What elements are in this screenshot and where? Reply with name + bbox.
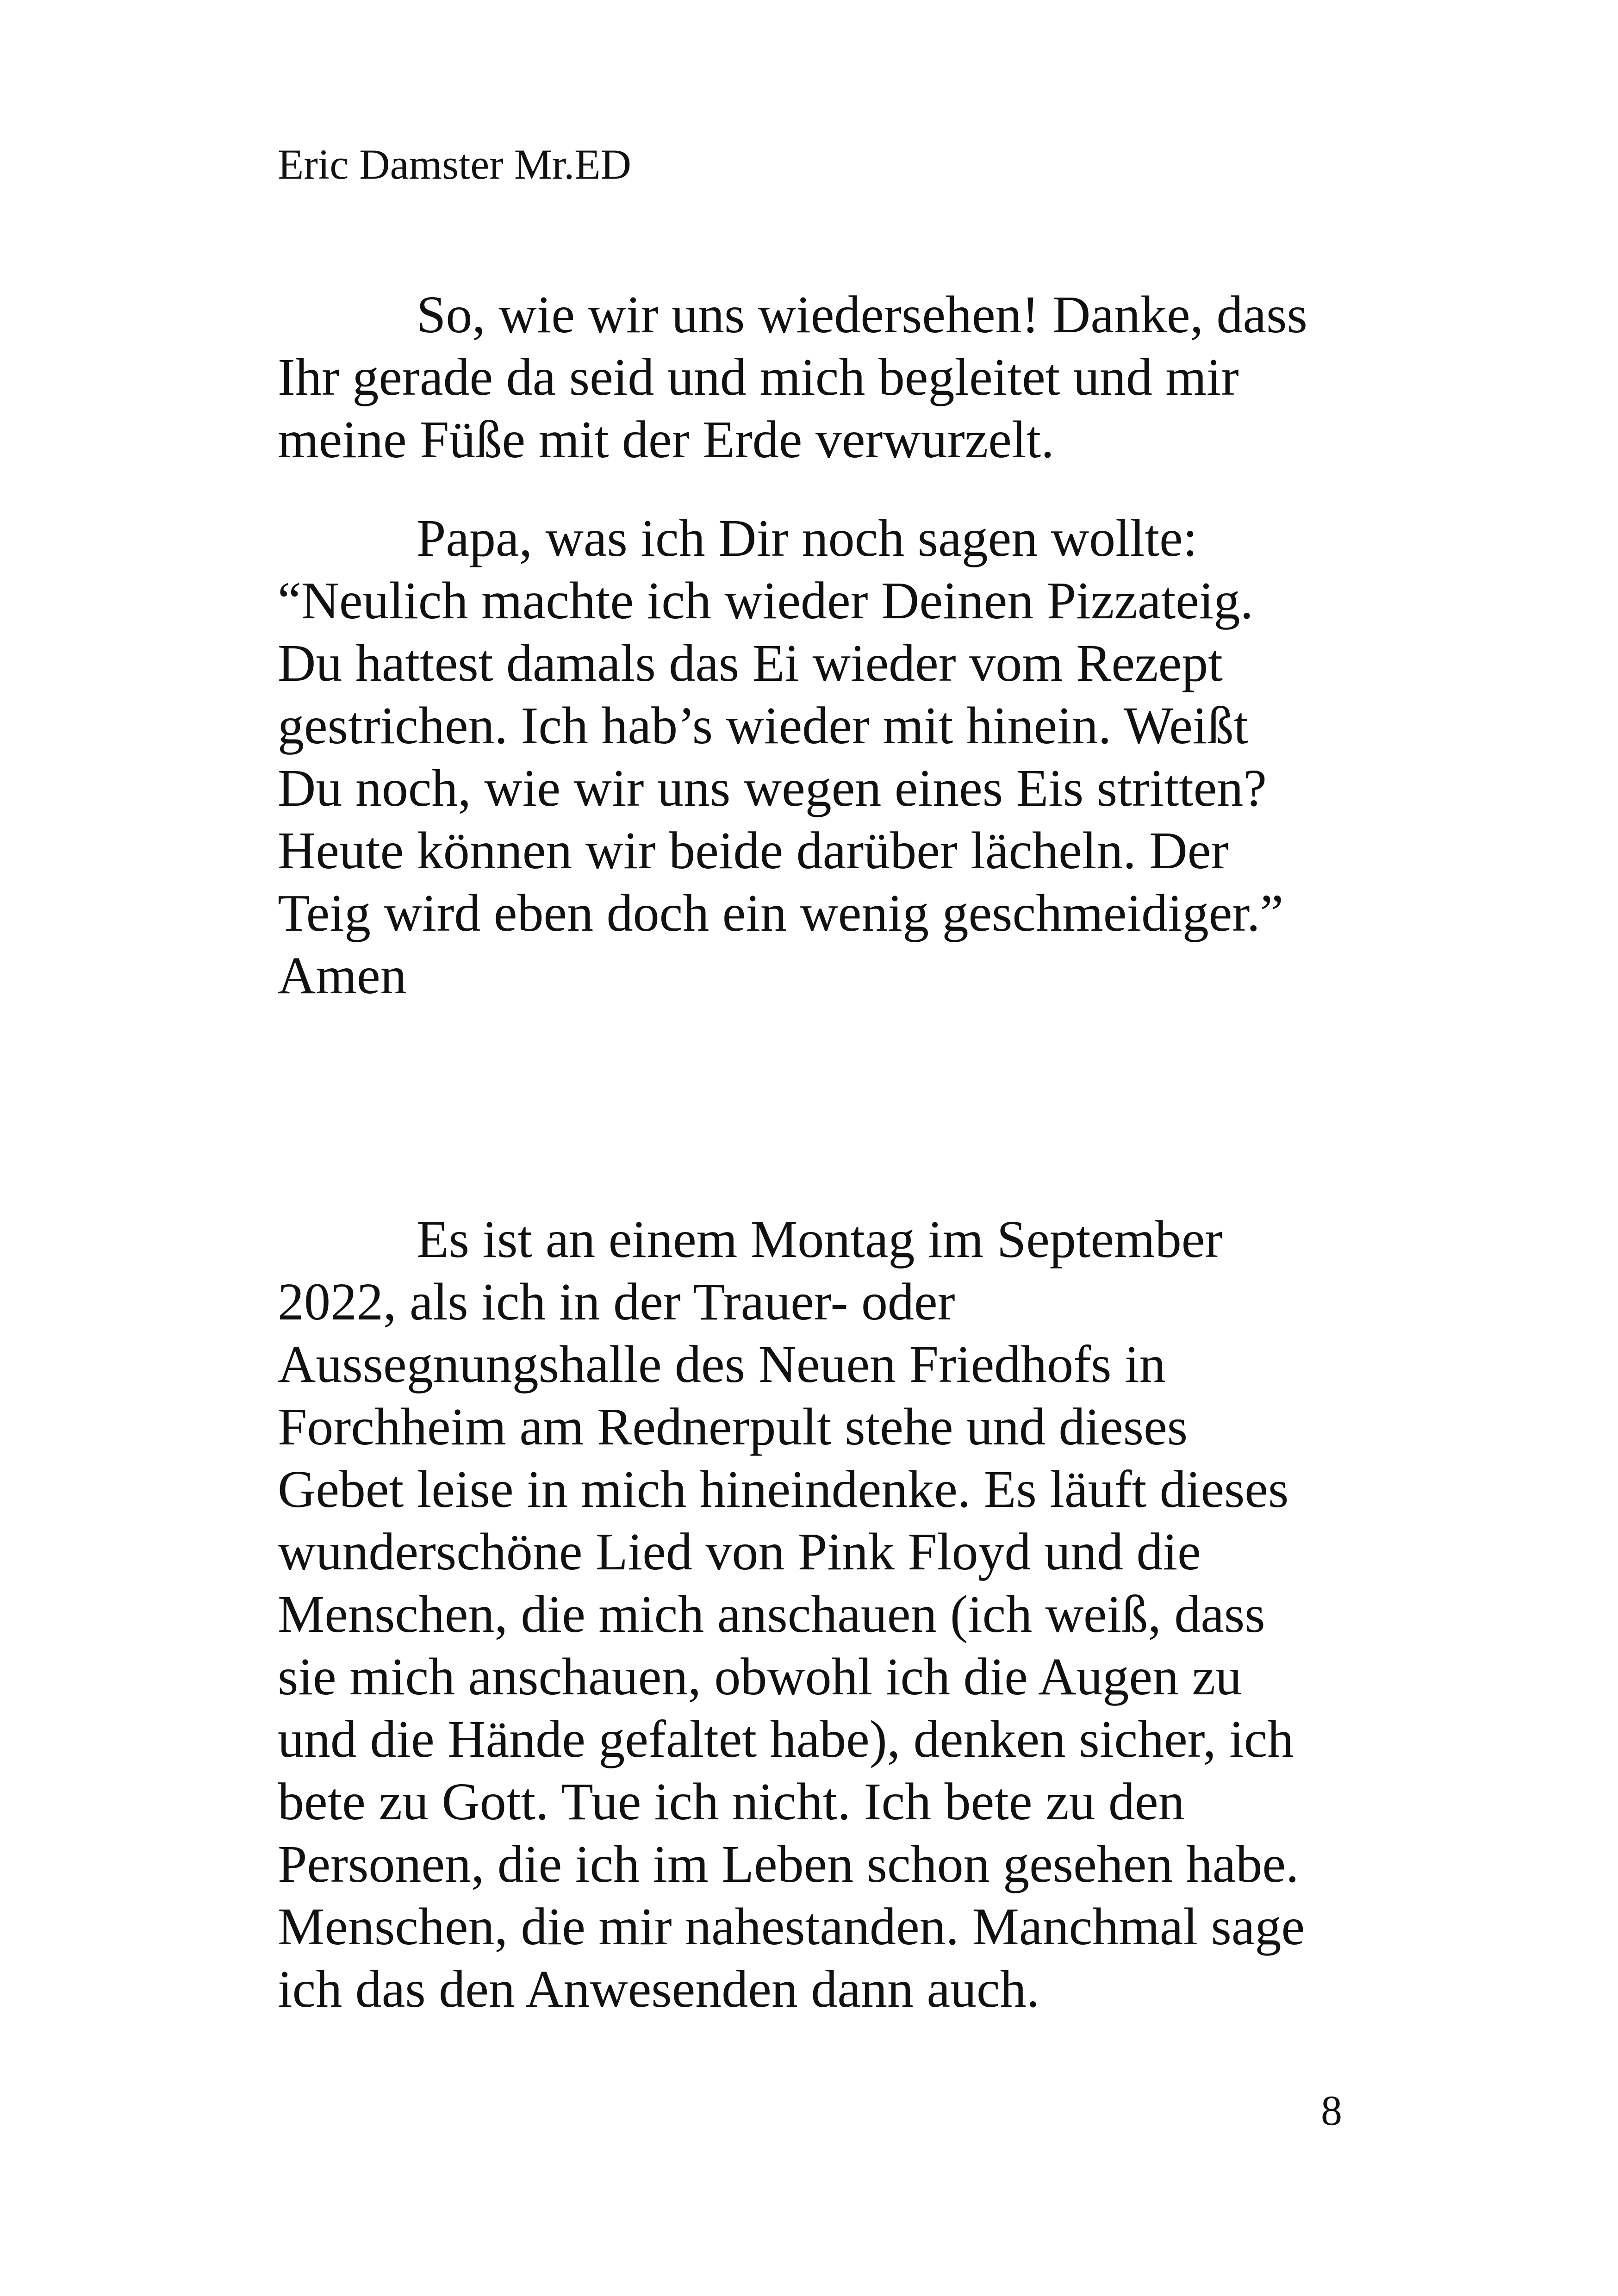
text-line: Papa, was ich Dir noch sagen wollte: [417, 509, 1198, 567]
text-line: bete zu Gott. Tue ich nicht. Ich bete zu den [278, 1772, 1185, 1831]
running-header-author: Eric Damster Mr.ED [278, 141, 631, 188]
text-line: Du noch, wie wir uns wegen eines Eis stritten? [278, 759, 1267, 817]
text-line: sie mich anschauen, obwohl ich die Augen zu [278, 1647, 1242, 1706]
text-line: So, wie wir uns wiedersehen! Danke, dass [417, 285, 1307, 344]
paragraph-montag [278, 1208, 1342, 2020]
page-number: 8 [1321, 2087, 1342, 2134]
text-line: Du hattest damals das Ei wieder vom Rezept [278, 634, 1223, 692]
paragraph-papa [278, 507, 1342, 1007]
text-line: Gebet leise in mich hineindenke. Es läuft dieses [278, 1460, 1289, 1518]
text-line: Heute können wir beide darüber lächeln. Der [278, 821, 1229, 880]
text-line: ich das den Anwesenden dann auch. [278, 1960, 1040, 2018]
text-line: und die Hände gefaltet habe), denken sicher, ich [278, 1710, 1294, 1768]
text-line: Ihr gerade da seid und mich begleitet und mir [278, 348, 1239, 406]
text-line: gestrichen. Ich hab’s wieder mit hinein. Weißt [278, 696, 1249, 755]
text-line: Menschen, die mich anschauen (ich weiß, dass [278, 1585, 1265, 1643]
text-line: Aussegnungshalle des Neuen Friedhofs in [278, 1335, 1166, 1394]
text-line: Teig wird eben doch ein wenig geschmeidiger.” [278, 884, 1284, 942]
text-line: Personen, die ich im Leben schon gesehen habe. [278, 1835, 1299, 1893]
text-line: 2022, als ich in der Trauer- oder [278, 1272, 955, 1331]
paragraph-greeting [278, 283, 1342, 471]
text-line: “Neulich machte ich wieder Deinen Pizzateig. [278, 571, 1254, 630]
text-line: meine Füße mit der Erde verwurzelt. [278, 410, 1054, 469]
text-line: Forchheim am Rednerpult stehe und dieses [278, 1397, 1188, 1456]
text-line: Es ist an einem Montag im September [417, 1210, 1223, 1269]
text-line: Amen [278, 946, 407, 1005]
text-line: Menschen, die mir nahestanden. Manchmal sage [278, 1897, 1305, 1956]
text-line: wunderschöne Lied von Pink Floyd und die [278, 1522, 1201, 1581]
